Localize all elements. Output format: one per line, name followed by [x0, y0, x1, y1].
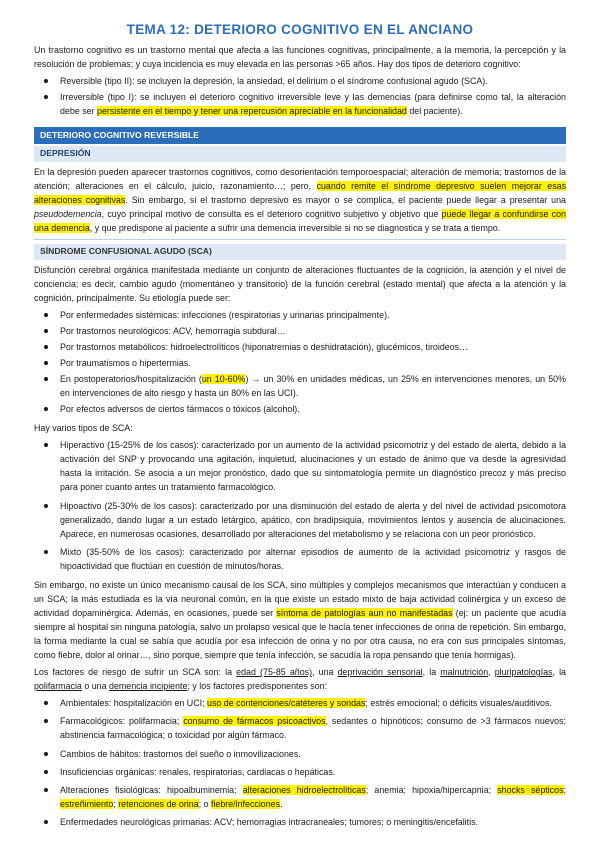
underlined-term: demencia incipiente [109, 681, 188, 692]
underlined-term: malnutrición [440, 667, 489, 678]
highlight: estreñimiento [60, 798, 114, 809]
intro-paragraph: Un trastorno cognitivo es un trastorno mental que afecta a las funciones cognitivas, principalmente, a la memoria, la percepción y la resolución de problemas; y cuya incidencia es muy elevada en las personas >65 años. Hay dos tipos de deterioro cognitivo: [34, 45, 566, 70]
underlined-term: edad (75-85 años) [236, 667, 313, 678]
cognitive-types-list [34, 74, 566, 118]
highlight: síntoma de patologías aun no manifestadas [276, 607, 453, 618]
list-item: Por trastornos neurológicos: ACV, hemorragia subdural… [34, 324, 566, 338]
list-item: Por trastornos metabólicos: hidroelectrolíticos (hiponatremias o deshidratación), glucémicos, tiroideos… [34, 340, 566, 354]
highlight: cuando remite el síndrome depresivo suelen mejorar esas alteraciones cognitivas [34, 180, 567, 205]
underlined-term: deprivación sensorial [337, 667, 423, 678]
risk-factors-paragraph: Los factores de riesgo de sufrir un SCA son: la edad (75-85 años), una deprivación sensorial, la malnutrición, pluripatologías, la polifarmacia o una demencia incipiente; y los factores predisponentes son: [34, 667, 566, 692]
sca-types-list [34, 438, 566, 573]
sca-types-intro: Hay varios tipos de SCA: [34, 423, 133, 434]
highlight: shocks sépticos [497, 784, 564, 795]
highlight: fiebre/infecciones [210, 798, 281, 809]
highlight: puede llegar a confundirse con una demencia [34, 208, 566, 233]
list-item: Hipoactivo (25-30% de los casos): caracterizado por una disminución del estado de alerta y del nivel de actividad psicomotora generalizado, dando lugar a un estado letárgico, apático, con bradipsiquia, movimientos lentos y ausencia de alucinaciones. Aparece, en numerosas ocasiones, desarrollado por alteraciones del metabolismo y se relaciona con un peor pronóstico. [34, 499, 566, 541]
depresion-paragraph: En la depresión pueden aparecer trastornos cognitivos, como desorientación temporoespacial; alteración de memoria; trastornos de la atención; alteraciones en el cálculo, juicio, razonamiento…; pero, cuando remite el síndrome depresivo suelen mejorar esas alteraciones cognitivas. Sin embargo, si el trastorno depresivo es mayor o se complica, el paciente puede llegar a presentar una pseudodemencia, cuyo principal motivo de consulta es el deterioro cognitivo subjetivo y objetivo que puede llegar a confundirse con una demencia, y que predispone al paciente a sufrir una demencia irreversible si no se diagnostica y se trata a tiempo. [34, 166, 567, 233]
subheading-sca: SÍNDROME CONFUSIONAL AGUDO (SCA) [34, 244, 566, 260]
predisposing-factors-list [34, 696, 566, 829]
sca-mechanism-paragraph: Sin embargo, no existe un único mecanismo causal de los SCA, sino múltiples y complejos mecanismos que interactúan y conducen a un SCA; la más estudiada es la vía neuronal común, en la que existe un estado mixto de baja actividad colinérgica y un exceso de actividad dopaminérgica. Además, en ocasiones, puede ser síntoma de patologías aun no manifestadas (ej: un paciente que acudía siempre al hospital sin ninguna patología, salvo un prolapso vesical que le hacía tener infecciones de orina de repetición. Sin embargo, la forma mediante la cual se sabía que acudía por esa infección de orina y no por otra causa, no era con sus principales síntomas, como fiebre, dolor al orinar…, sino porque, siempre que tenía infección, se sacudía la ropa pensando que tenía hormigas). [34, 579, 567, 661]
list-item: En postoperatorios/hospitalización (un 10-60%) → un 30% en unidades médicas, un 25% en intervenciones menores, un 50% en intervenciones de alto riesgo y hasta un 80% en las UCI). [34, 372, 566, 400]
list-item: Insuficiencias orgánicas: renales, respiratorias, cardiacas o hepáticas. [34, 765, 566, 779]
highlight: consumo de fármacos psicoactivos [183, 716, 326, 727]
list-item: Farmacológicos: polifarmacia; consumo de fármacos psicoactivos, sedantes o hipnóticos; consumo de >3 fármacos nuevos; abstinencia farmacológica; o toxicidad por algún fármaco. [34, 714, 566, 742]
highlight: un 10-60% [201, 374, 246, 385]
underlined-term: pluripatologías [494, 667, 553, 678]
list-item: Hiperactivo (15-25% de los casos): caracterizado por un aumento de la actividad psicomotriz y del estado de alerta, debido a la activación del SNP y provocando una agitación, inquietud, alucinaciones y un estado de ánimo que va desde la agresividad hasta la irritación. Se asocia a un mejor pronóstico, dado que su sintomatología permite un diagnóstico precoz y más preciso para poner cuanto antes un tratamiento farmacológico. [34, 438, 566, 494]
emphasis: pseudodemencia [34, 208, 102, 219]
list-item: Alteraciones fisiológicas: hipoalbuminemia; alteraciones hidroelectrolíticas; anemia; hipoxia/hipercapnia; shocks sépticos; estreñimiento; retenciones de orina; o fiebre/infecciones. [34, 783, 566, 811]
list-item: Por efectos adversos de ciertos fármacos o tóxicos (alcohol). [34, 402, 566, 416]
list-item: Por traumatismos o hipertermias. [34, 356, 566, 370]
section-heading-reversible: DETERIORO COGNITIVO REVERSIBLE [34, 127, 566, 145]
list-item: Enfermedades neurológicas primarias: ACV; hemorragias intracraneales; tumores; o meningitis/encefalitis. [34, 815, 566, 829]
list-item: Ambientales: hospitalización en UCI; uso de contenciones/catéteres y sondas; estrés emocional; o déficits visuales/auditivos. [34, 696, 566, 710]
subheading-depresion: DEPRESIÓN [34, 146, 566, 162]
highlight: uso de contenciones/catéteres y sondas [207, 698, 366, 709]
list-item: Mixto (35-50% de los casos): caracterizado por alternar episodios de aumento de la actividad psicomotriz y rasgos de hipoactividad que fluctúan en cuestión de minutos/horas. [34, 545, 566, 573]
sca-definition: Disfunción cerebral orgánica manifestada mediante un conjunto de alteraciones fluctuantes de la cognición, la atención y el nivel de conciencia; es decir, cambio agudo (momentáneo y transitorio) de la función cerebral (estado mental) que afecta a la atención y la cognición, principalmente. Su etiología puede ser: [34, 264, 566, 303]
page-title: TEMA 12: DETERIORO COGNITIVO EN EL ANCIANO [126, 22, 474, 37]
list-item: Irreversible (tipo I): se incluyen el deterioro cognitivo irreversible leve y las demencias (para definirse como tal, la alteración debe ser persistente en el tiempo y tener una repercusión apreciable en la funcionalidad del paciente). [34, 90, 566, 118]
underlined-term: polifarmacia [34, 681, 82, 692]
list-item: Reversible (tipo II): se incluyen la depresión, la ansiedad, el delirium o el síndrome confusional agudo (SCA). [34, 74, 566, 88]
list-item: Por enfermedades sistémicas: infecciones (respiratorias y urinarias principalmente). [34, 308, 566, 322]
list-item: Cambios de hábitos: trastornos del sueño o inmovilizaciones. [34, 747, 566, 761]
highlight: alteraciones hidroelectrolíticas [242, 784, 366, 795]
divider [34, 239, 566, 240]
etiology-list [34, 308, 566, 416]
highlight: retenciones de orina [118, 798, 199, 809]
highlight: persistente en el tiempo y tener una repercusión apreciable en la funcionalidad [97, 106, 407, 117]
